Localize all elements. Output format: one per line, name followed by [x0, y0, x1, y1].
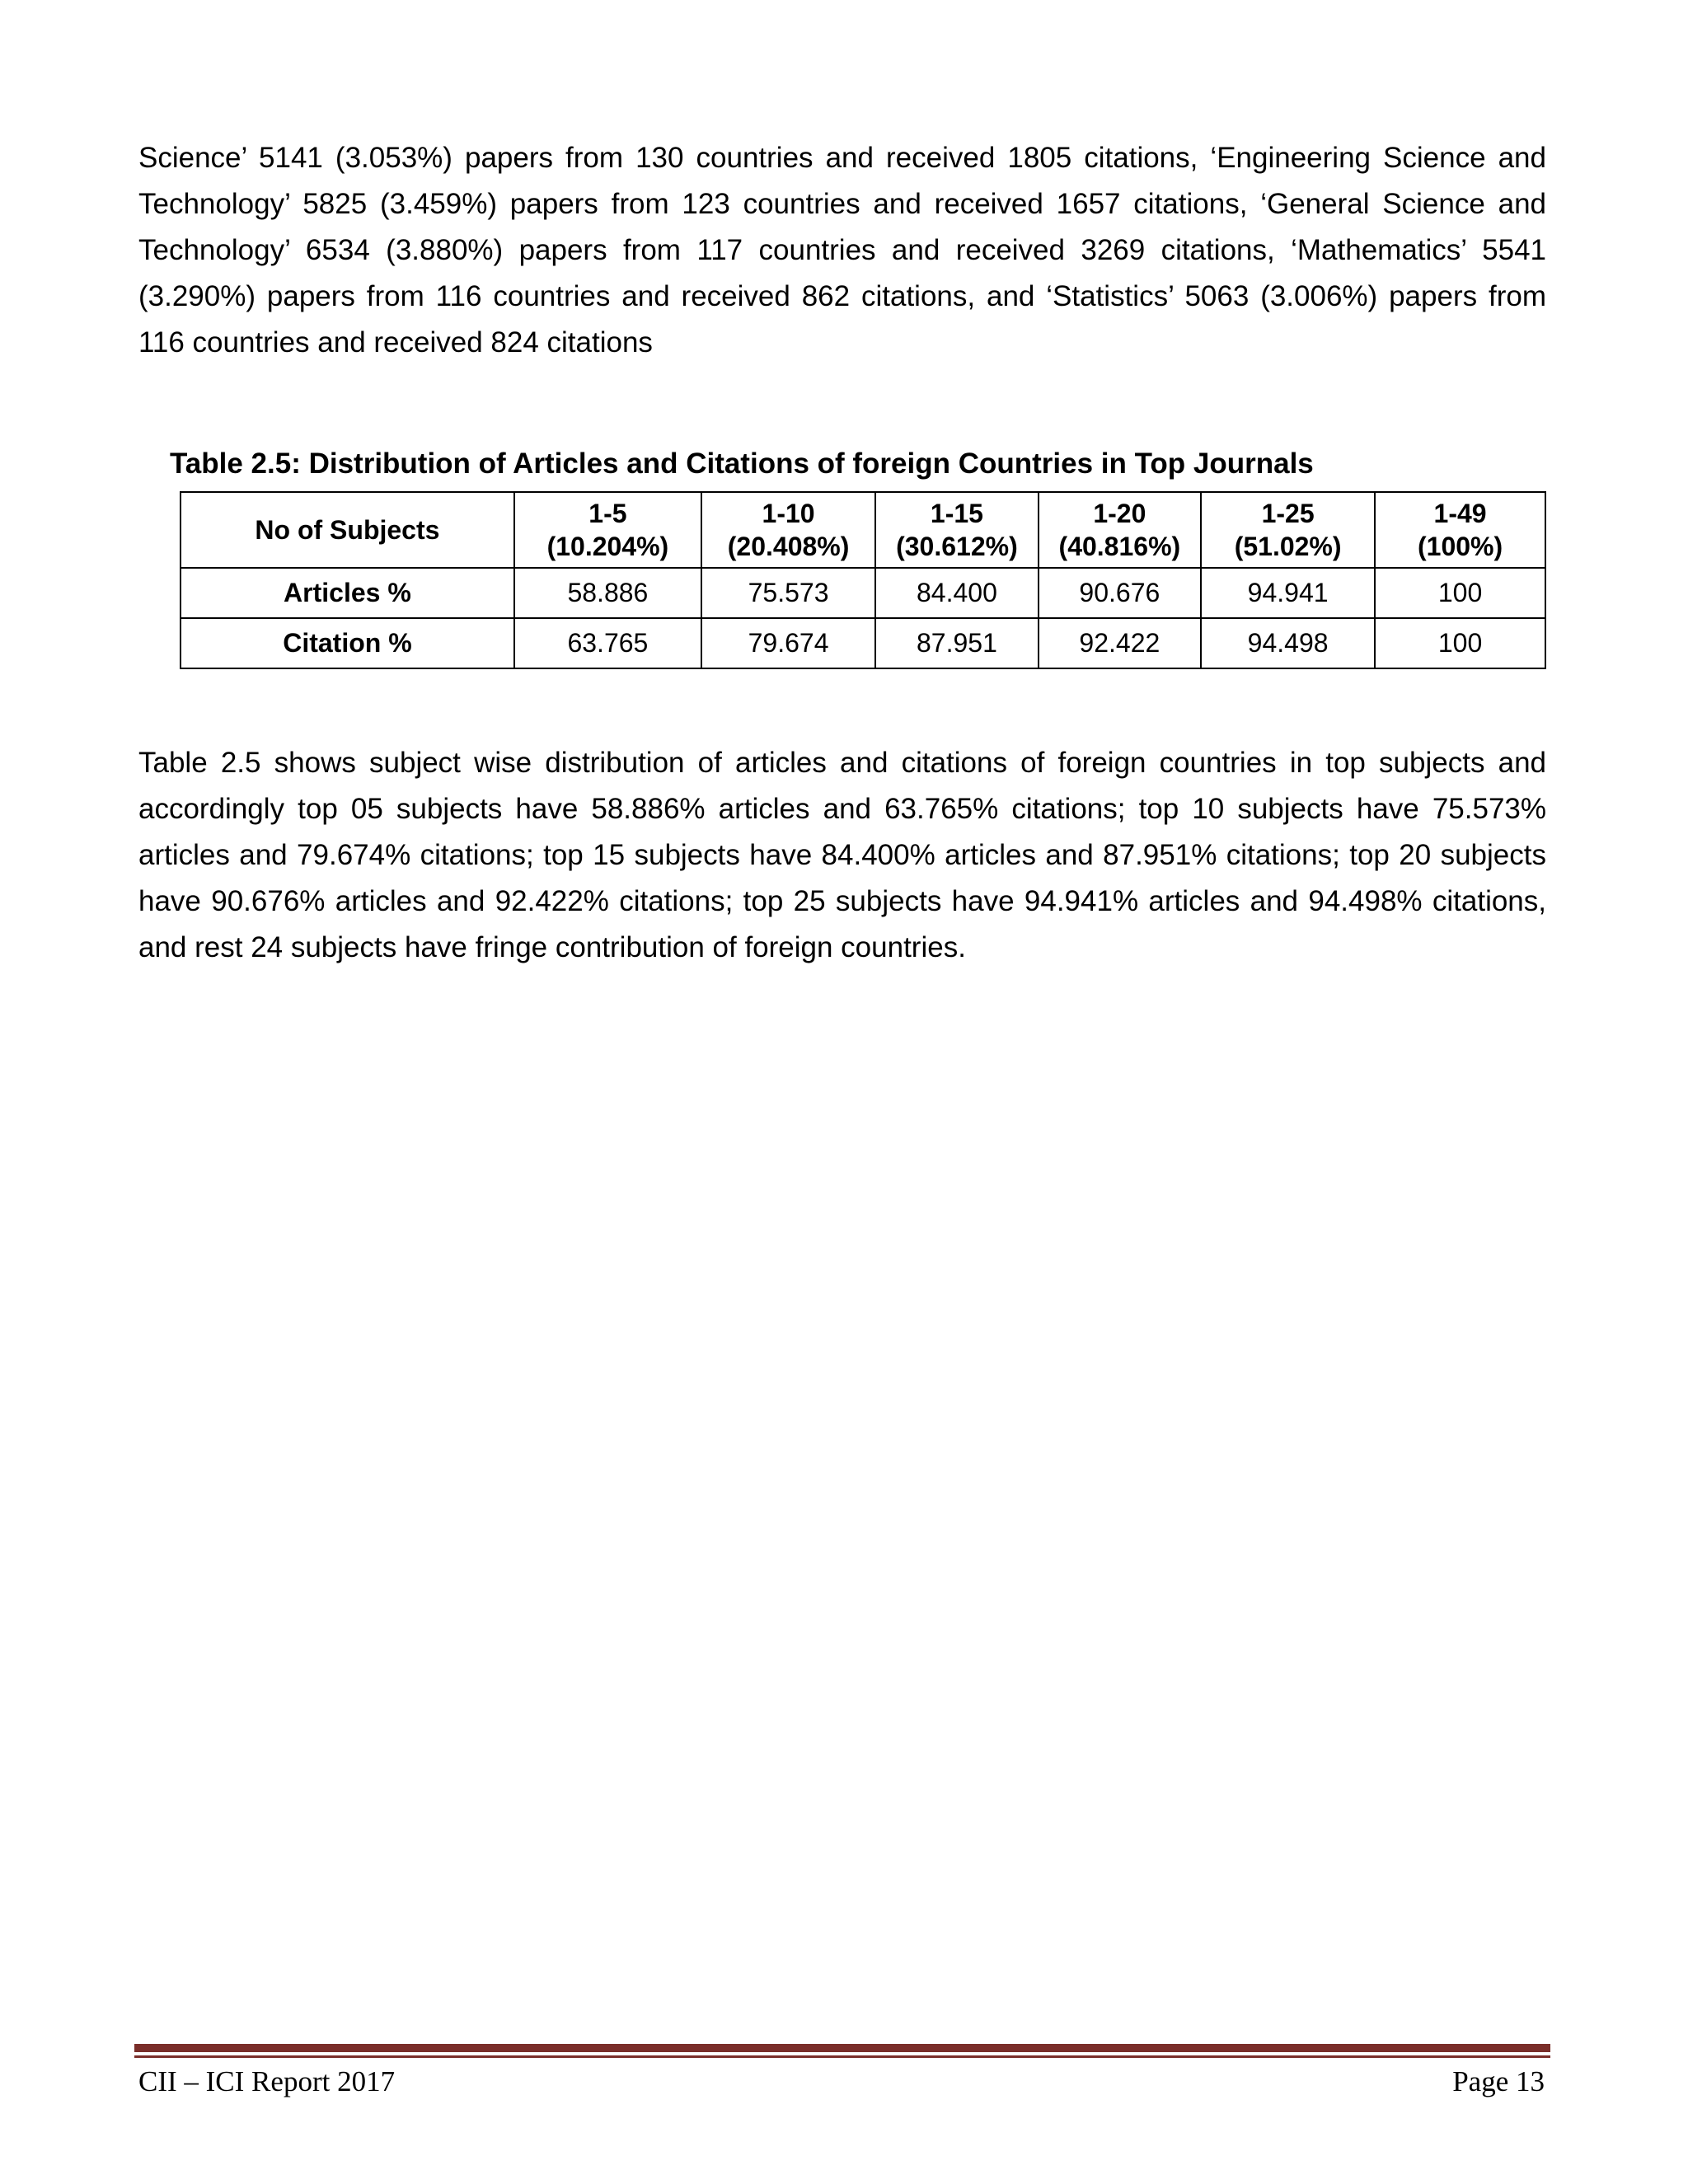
table-header-cell — [701, 492, 875, 568]
table-cell: 90.676 — [1039, 568, 1201, 618]
table-cell: 63.765 — [514, 618, 701, 668]
table-cell: 94.498 — [1201, 618, 1375, 668]
table-cell: 94.941 — [1201, 568, 1375, 618]
distribution-table — [180, 491, 1546, 669]
column-range: 1-5 — [588, 499, 627, 528]
column-share: (20.408%) — [727, 532, 850, 561]
footer-report-title: CII – ICI Report 2017 — [138, 2065, 396, 2097]
table-cell: 75.573 — [701, 568, 875, 618]
table-cell: 100 — [1375, 618, 1545, 668]
column-range: 1-25 — [1261, 499, 1315, 528]
table-header-cell: No of Subjects — [181, 492, 514, 568]
footer-divider — [134, 2055, 1550, 2058]
table-header-cell — [1201, 492, 1375, 568]
column-share: (40.816%) — [1058, 532, 1181, 561]
table-row-articles — [181, 568, 1545, 618]
table-caption: Table 2.5: Distribution of Articles and Citations of foreign Countries in Top Journals — [170, 448, 1314, 480]
column-share: (100%) — [1417, 532, 1503, 561]
column-range: 1-20 — [1093, 499, 1146, 528]
table-cell: 92.422 — [1039, 618, 1201, 668]
table-cell: 87.951 — [875, 618, 1038, 668]
column-range: 1-49 — [1433, 499, 1487, 528]
table-header-row — [181, 492, 1545, 568]
body-paragraph: Table 2.5 shows subject wise distribution of articles and citations of foreign countries in top subjects and accordingly top 05 subjects have 58.886% articles and 63.765% citations; top 10 subjects have 75.573% articles and 79.674% citations; top 15 subjects have 84.400% articles and 87.951% citations; top 20 subjects have 90.676% articles and 92.422% citations; top 25 subjects have 94.941% articles and 94.498% citations, and rest 24 subjects have fringe contribution of foreign countries. — [138, 747, 1546, 963]
column-share: (30.612%) — [896, 532, 1018, 561]
table-cell: 79.674 — [701, 618, 875, 668]
table-header-cell — [1375, 492, 1545, 568]
footer-divider — [134, 2044, 1550, 2052]
table-cell: 58.886 — [514, 568, 701, 618]
column-range: 1-10 — [762, 499, 815, 528]
body-paragraph: Science’ 5141 (3.053%) papers from 130 countries and received 1805 citations, ‘Engineering Science and Technology’ 5825 (3.459%) papers from 123 countries and received 1657 citations, ‘General Science and Technology’ 6534 (3.880%) papers from 117 countries and received 3269 citations, ‘Mathematics’ 5541 (3.290%) papers from 116 countries and received 862 citations, and ‘Statistics’ 5063 (3.006%) papers from 116 countries and received 824 citations — [138, 142, 1546, 359]
footer-page-number: Page 13 — [1452, 2065, 1545, 2097]
table-header-cell — [1039, 492, 1201, 568]
table-cell: 84.400 — [875, 568, 1038, 618]
column-range: 1-15 — [930, 499, 983, 528]
table-cell: 100 — [1375, 568, 1545, 618]
table-header-cell — [514, 492, 701, 568]
row-label: Articles % — [181, 568, 514, 618]
table-row-citations — [181, 618, 1545, 668]
table-header-cell — [875, 492, 1038, 568]
column-share: (51.02%) — [1234, 532, 1342, 561]
row-label: Citation % — [181, 618, 514, 668]
column-share: (10.204%) — [546, 532, 669, 561]
